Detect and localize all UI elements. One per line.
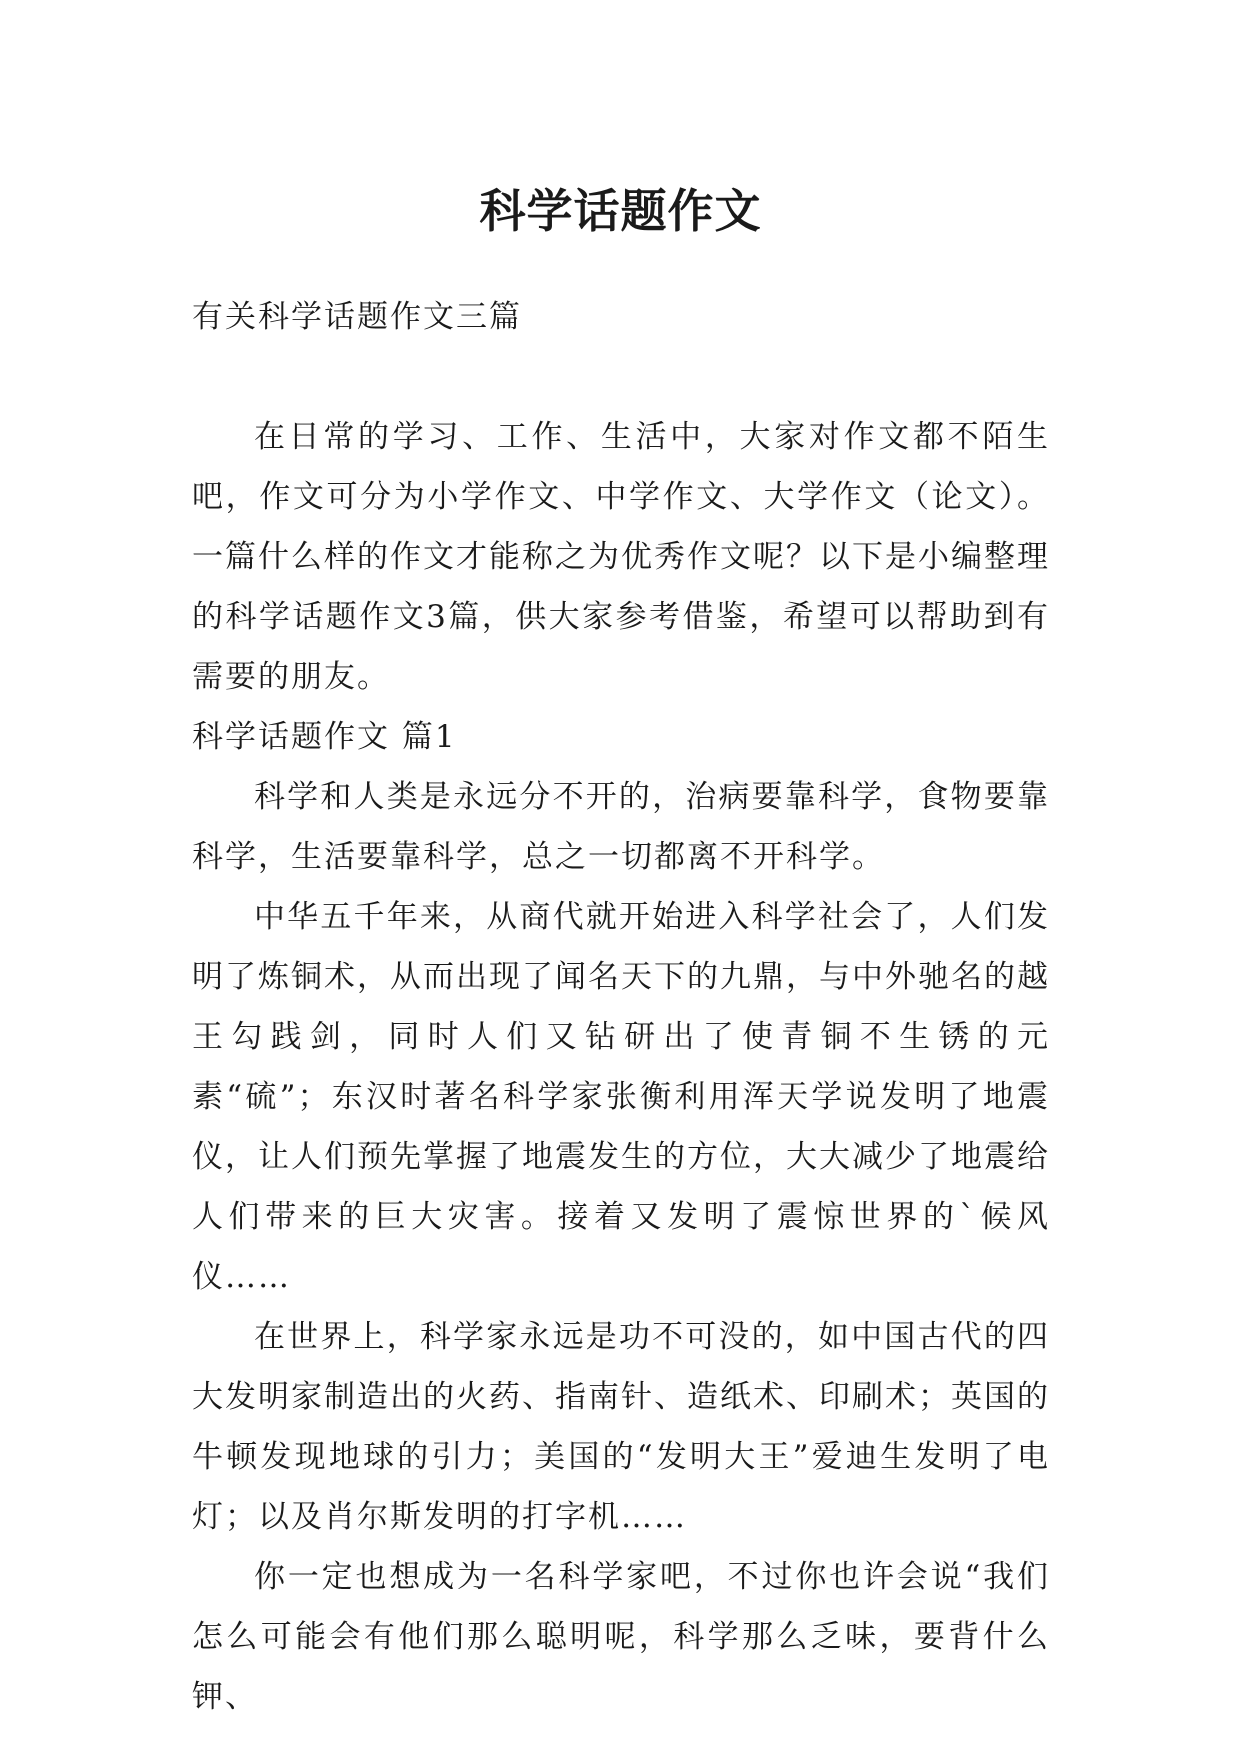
- body-paragraph: 在世界上，科学家永远是功不可没的，如中国古代的四大发明家制造出的火药、指南针、造纸术、印刷术；英国的牛顿发现地球的引力；美国的“发明大王”爱迪生发明了电灯；以及肖尔斯发明的打字机……: [192, 1319, 1050, 1535]
- intro-paragraph: 在日常的学习、工作、生活中，大家对作文都不陌生吧，作文可分为小学作文、中学作文、大学作文（论文）。一篇什么样的作文才能称之为优秀作文呢？以下是小编整理的科学话题作文3篇，供大家参考借鉴，希望可以帮助到有需要的朋友。: [192, 419, 1050, 695]
- document-title: 科学话题作文: [479, 183, 762, 238]
- document-body: [192, 287, 1050, 1727]
- section-heading: 科学话题作文 篇1: [192, 719, 457, 755]
- body-paragraph: 科学和人类是永远分不开的，治病要靠科学，食物要靠科学，生活要靠科学，总之一切都离不开科学。: [192, 779, 1050, 875]
- body-paragraph: 你一定也想成为一名科学家吧，不过你也许会说“我们怎么可能会有他们那么聪明呢，科学那么乏味，要背什么钾、: [192, 1559, 1050, 1715]
- document-subtitle: 有关科学话题作文三篇: [192, 299, 522, 335]
- body-paragraph: 中华五千年来，从商代就开始进入科学社会了，人们发明了炼铜术，从而出现了闻名天下的九鼎，与中外驰名的越王勾践剑，同时人们又钻研出了使青铜不生锈的元素“硫”；东汉时著名科学家张衡利用浑天学说发明了地震仪，让人们预先掌握了地震发生的方位，大大减少了地震给人们带来的巨大灾害。接着又发明了震惊世界的`候风仪……: [192, 899, 1050, 1295]
